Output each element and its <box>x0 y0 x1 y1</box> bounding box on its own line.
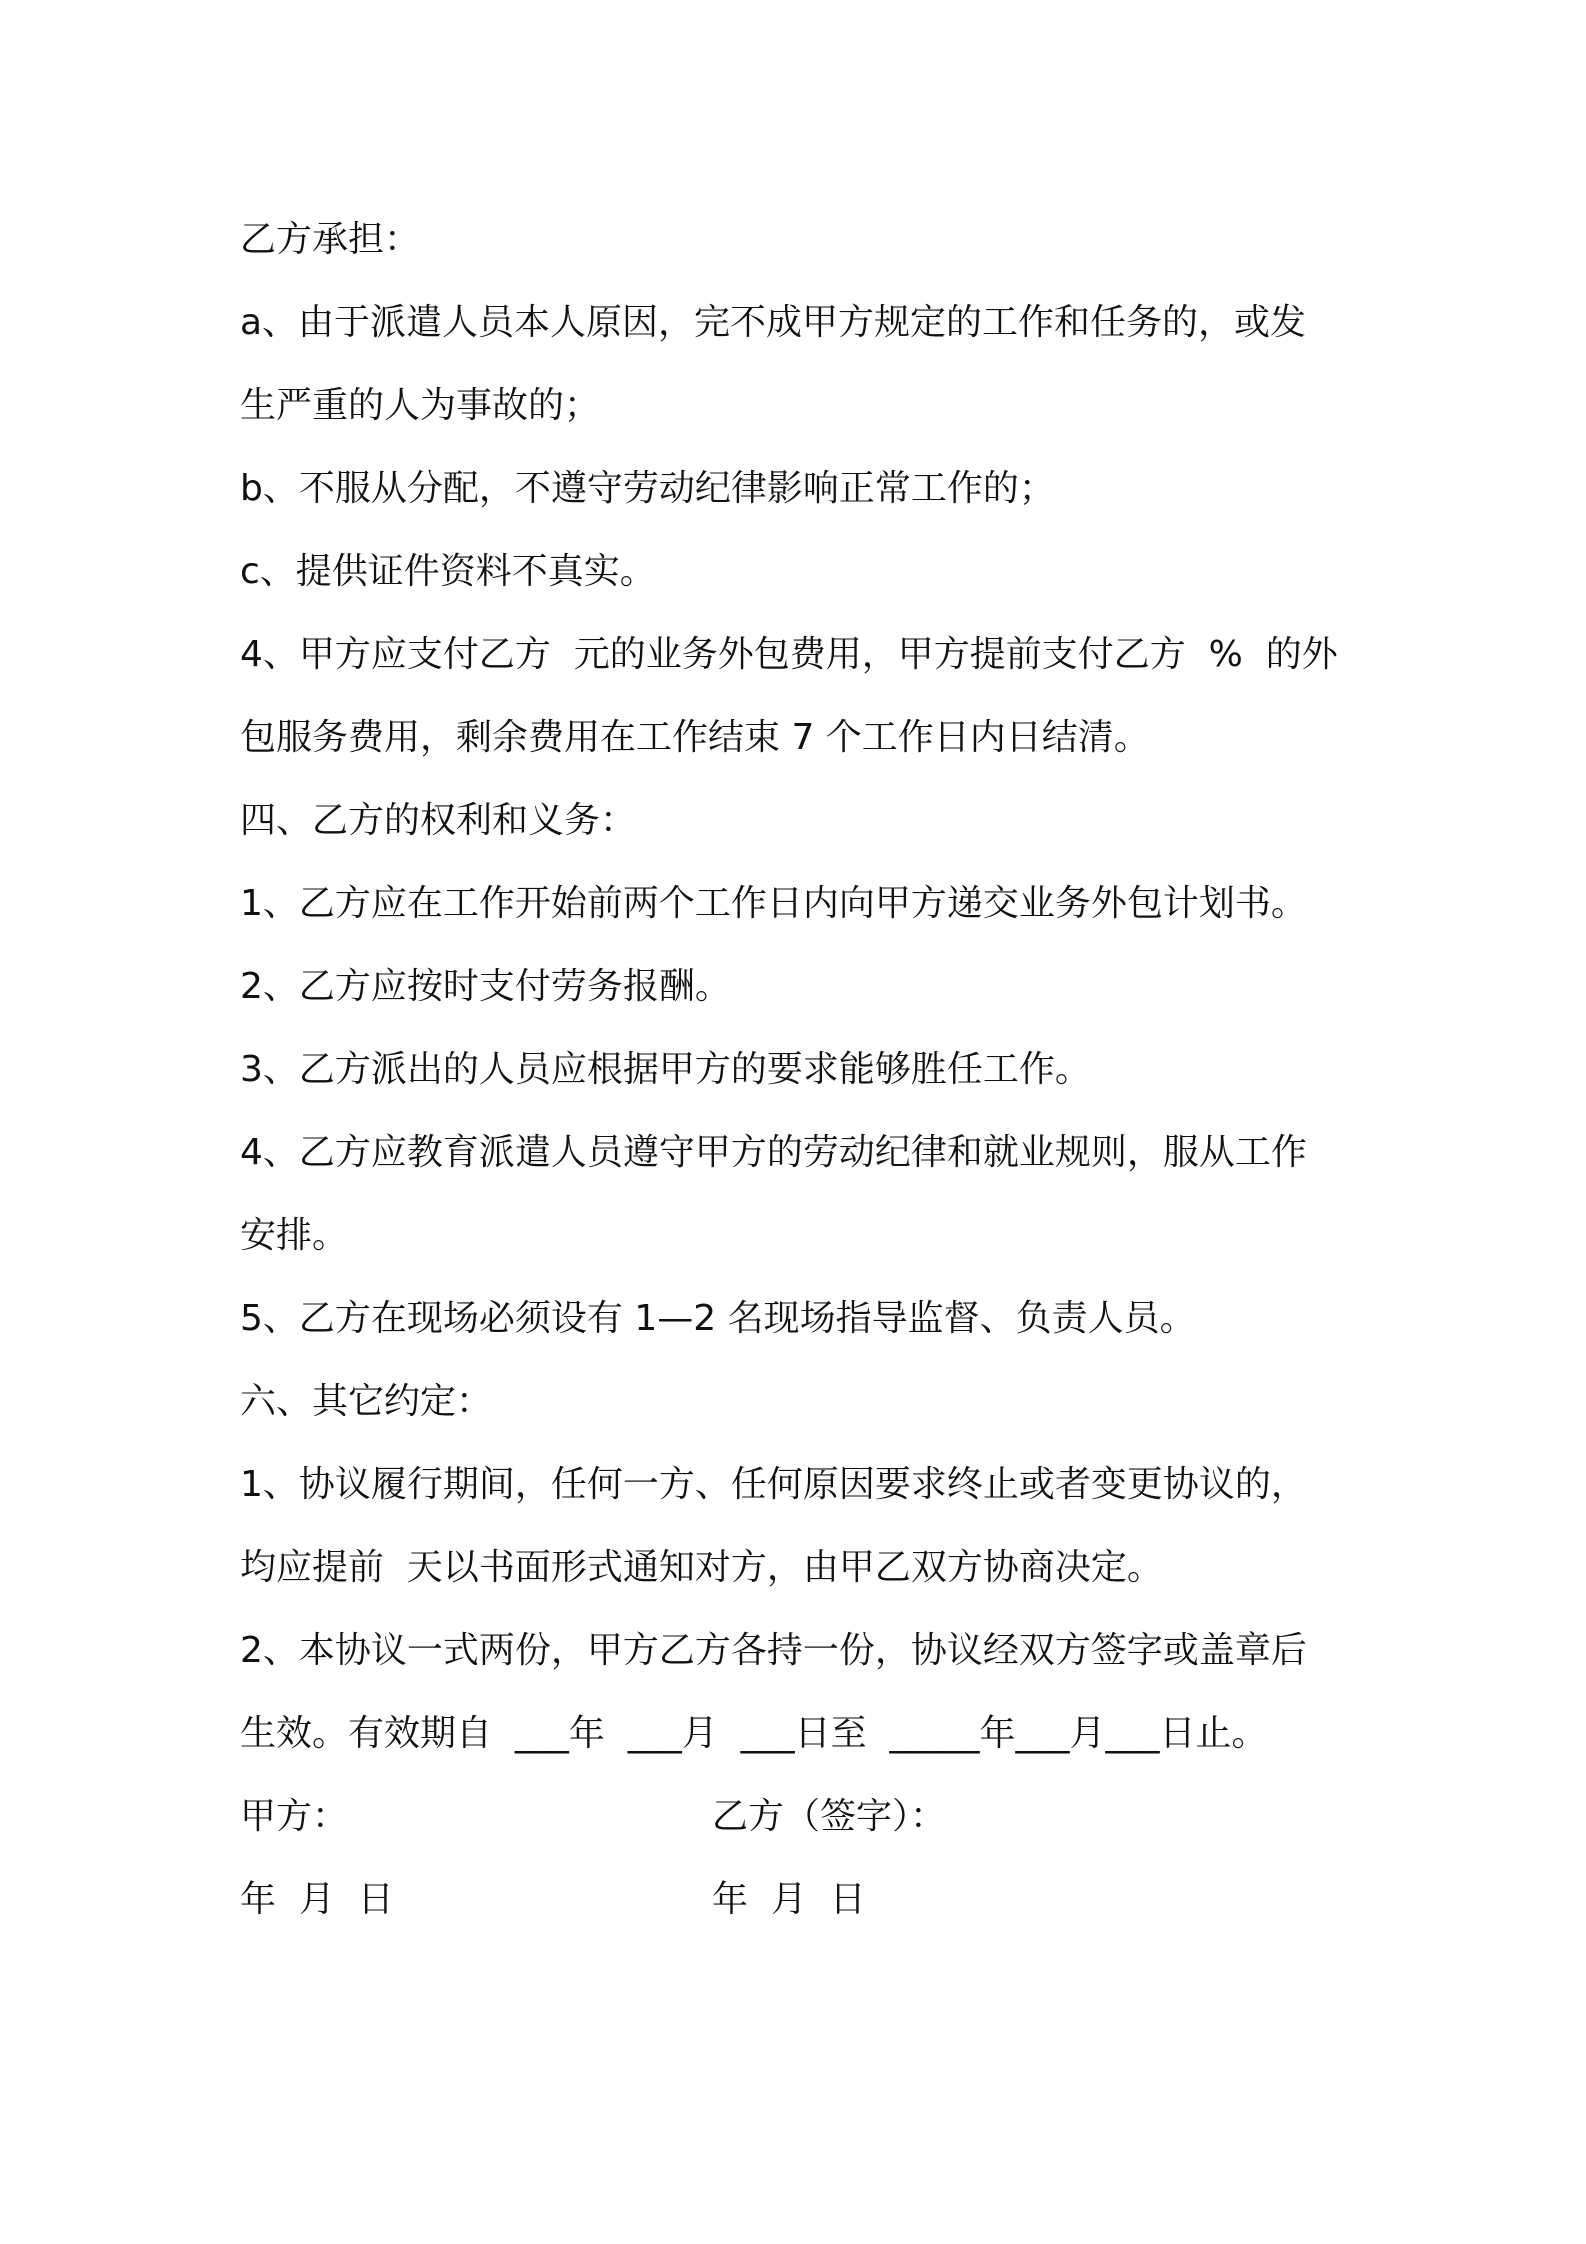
document-body <box>240 198 1360 1941</box>
party-b-label: 乙方（签字）： <box>712 1796 947 1837</box>
text-line: 1、协议履行期间，任何一方、任何原因要求终止或者变更协议的， <box>240 1464 1307 1505</box>
party-b-date: 年 月 日 <box>712 1879 866 1920</box>
text-line: 均应提前 天以书面形式通知对方，由甲乙双方协商决定。 <box>240 1547 1163 1588</box>
section-heading: 四、乙方的权利和义务： <box>240 800 637 841</box>
validity-period-line: 生效。有效期自 ___年 ___月 ___日至 _____年___月___日止。 <box>240 1713 1268 1754</box>
text-line: 5、乙方在现场必须设有 1—2 名现场指导监督、负责人员。 <box>240 1298 1196 1339</box>
text-line: 生严重的人为事故的； <box>240 385 601 426</box>
text-line: 3、乙方派出的人员应根据甲方的要求能够胜任工作。 <box>240 1049 1091 1090</box>
text-line: b、不服从分配，不遵守劳动纪律影响正常工作的； <box>240 468 1055 509</box>
text-line: 安排。 <box>240 1215 349 1256</box>
text-line: c、提供证件资料不真实。 <box>240 551 656 592</box>
text-line: 包服务费用，剩余费用在工作结束 7 个工作日内日结清。 <box>240 717 1150 758</box>
section-heading: 六、其它约定： <box>240 1381 493 1422</box>
text-line: 2、本协议一式两份，甲方乙方各持一份，协议经双方签字或盖章后 <box>240 1630 1307 1671</box>
text-line: 4、乙方应教育派遣人员遵守甲方的劳动纪律和就业规则，服从工作 <box>240 1132 1307 1173</box>
signature-label-row <box>240 1775 1360 1858</box>
text-line: a、由于派遣人员本人原因，完不成甲方规定的工作和任务的，或发 <box>240 302 1307 343</box>
text-line: 1、乙方应在工作开始前两个工作日内向甲方递交业务外包计划书。 <box>240 883 1307 924</box>
party-a-label: 甲方： <box>240 1796 349 1837</box>
text-line: 4、甲方应支付乙方 元的业务外包费用，甲方提前支付乙方 % 的外 <box>240 634 1338 675</box>
signature-date-row <box>240 1858 1360 1941</box>
text-line: 乙方承担： <box>240 219 421 260</box>
text-line: 2、乙方应按时支付劳务报酬。 <box>240 966 731 1007</box>
party-a-date: 年 月 日 <box>240 1879 394 1920</box>
